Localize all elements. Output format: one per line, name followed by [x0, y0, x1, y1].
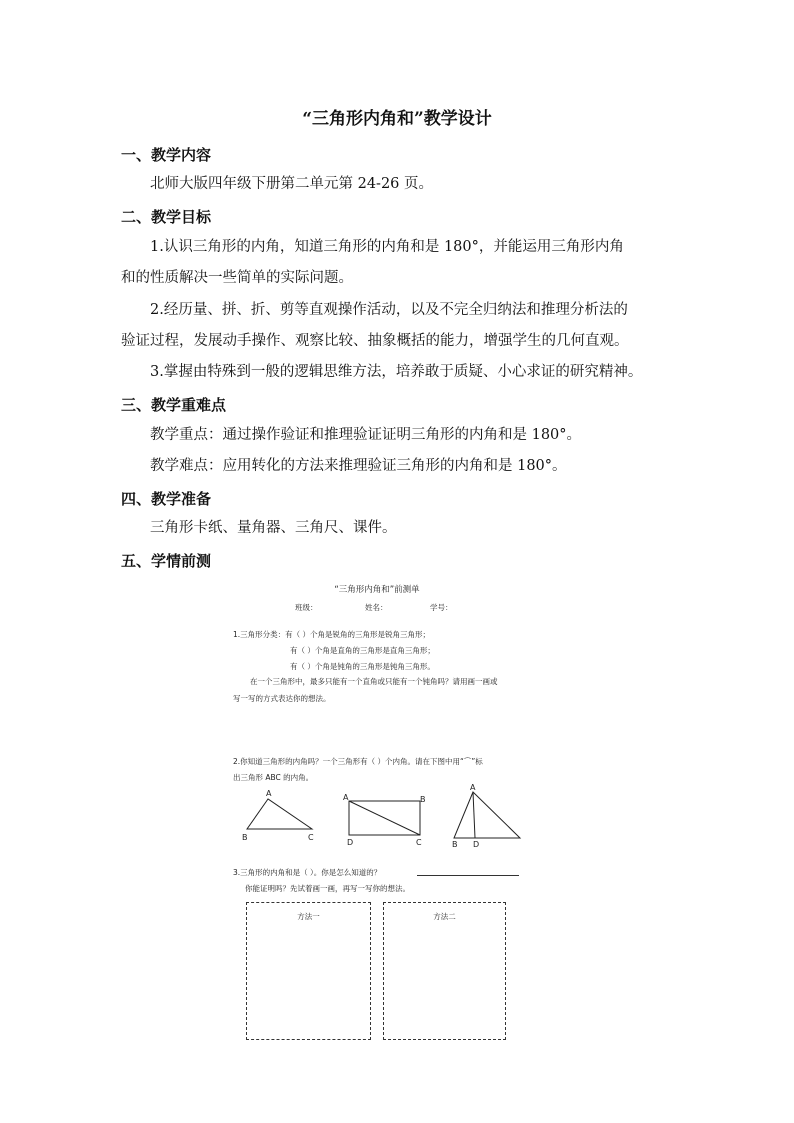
q3-line-2: 你能证明吗？先试着画一画，再写一写你的想法。 — [245, 884, 410, 893]
section-4-heading: 四、教学准备 — [121, 490, 212, 508]
label-d-2: D — [347, 838, 354, 847]
label-c-1: C — [308, 833, 314, 842]
method-1-label: 方法一 — [297, 912, 320, 921]
label-a-3: A — [470, 784, 476, 792]
label-b-2: B — [420, 795, 426, 804]
section-1-text: 北师大版四年级下册第二单元第 24-26 页。 — [150, 176, 434, 192]
q3-line-1: 3.三角形的内角和是（ ）。你是怎么知道的？ — [233, 868, 382, 877]
document-title: “三角形内角和”教学设计 — [302, 109, 492, 129]
section-4-text: 三角形卡纸、量角器、三角尺、课件。 — [150, 520, 397, 536]
section-3-heading: 三、教学重难点 — [121, 396, 227, 414]
q1-line-4: 在一个三角形中，最多只能有一个直角或只能有一个钝角吗？请用画一画或 — [250, 677, 498, 686]
objective-3: 3.掌握由特殊到一般的逻辑思维方法，培养敢于质疑、小心求证的研究精神。 — [150, 364, 643, 380]
section-1-heading: 一、教学内容 — [121, 146, 212, 164]
rectangle-diagonal — [349, 801, 420, 835]
objective-2-line-2: 验证过程，发展动手操作、观察比较、抽象概括的能力，增强学生的几何直观。 — [121, 333, 629, 349]
student-id-label: 学号： — [430, 603, 453, 612]
q2-line-2: 出三角形 ABC 的内角。 — [233, 773, 314, 782]
key-point: 教学重点：通过操作验证和推理验证证明三角形的内角和是 180°。 — [150, 427, 582, 443]
objective-2-line-1: 2.经历量、拼、折、剪等直观操作活动，以及不完全归纳法和推理分析法的 — [150, 302, 628, 318]
q1-line-1: 1.三角形分类：有（ ）个角是锐角的三角形是锐角三角形； — [233, 630, 431, 639]
class-label: 班级： — [295, 603, 318, 612]
label-a-1: A — [266, 789, 272, 798]
answer-line — [417, 875, 519, 876]
section-2-heading: 二、教学目标 — [121, 208, 212, 226]
worksheet-title: “三角形内角和”前测单 — [334, 585, 420, 595]
name-label: 姓名： — [365, 603, 388, 612]
label-b-3: B — [452, 840, 458, 849]
section-5-heading: 五、学情前测 — [121, 552, 212, 570]
label-c-2: C — [416, 838, 422, 847]
triangle-figures — [228, 784, 526, 854]
label-b-1: B — [242, 833, 248, 842]
acute-triangle — [247, 799, 312, 829]
objective-1-line-1: 1.认识三角形的内角，知道三角形的内角和是 180°，并能运用三角形内角 — [150, 239, 624, 255]
method-2-label: 方法二 — [433, 912, 456, 921]
method-2-box — [383, 902, 506, 1040]
label-d-3: D — [473, 840, 480, 849]
objective-1-line-2: 和的性质解决一些简单的实际问题。 — [121, 270, 353, 286]
right-triangle — [454, 792, 520, 838]
method-1-box — [246, 902, 371, 1040]
q1-line-3: 有（ ）个角是钝角的三角形是钝角三角形。 — [290, 662, 435, 671]
label-a-2: A — [343, 793, 349, 802]
pretest-worksheet — [228, 572, 526, 1044]
q2-line-1: 2.你知道三角形的内角吗？一个三角形有（ ）个内角。请在下图中用“⌒”标 — [233, 757, 483, 766]
difficult-point: 教学难点：应用转化的方法来推理验证三角形的内角和是 180°。 — [150, 458, 567, 474]
q1-line-5: 写一写的方式表达你的想法。 — [233, 694, 331, 703]
q1-line-2: 有（ ）个角是直角的三角形是直角三角形； — [290, 646, 435, 655]
triangle-height — [473, 792, 475, 838]
